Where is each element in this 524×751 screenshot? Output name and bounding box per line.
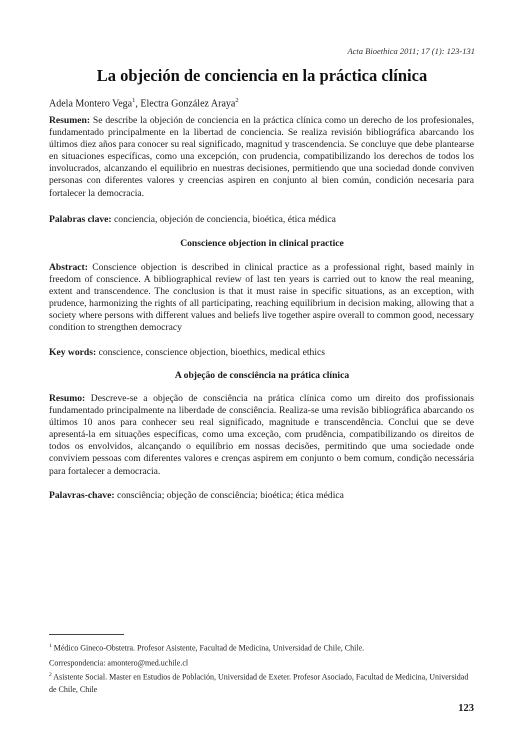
resumo-paragraph xyxy=(49,393,474,478)
palavras-chave-text: consciência; objeção de consciência; bioética; ética médica xyxy=(114,490,344,501)
resumen-label: Resumen: xyxy=(49,115,91,126)
footnote-text: Médico Gineco-Obstetra. Profesor Asistente, Facultad de Medicina, Universidad de Chile, Chile. xyxy=(51,643,365,653)
palabras-clave-label: Palabras clave: xyxy=(49,214,112,225)
resumo-label: Resumo: xyxy=(49,393,86,404)
key-words-text: conscience, conscience objection, bioethics, medical ethics xyxy=(96,347,325,358)
footnote-text: Asistente Social. Master en Estudios de Población, Universidad de Exeter. Profesor Asociado, Facultad de Medicina, Universidad de Chile, Chile xyxy=(49,672,469,694)
resumen-paragraph xyxy=(49,115,474,200)
author-footnote-marker: 2 xyxy=(235,97,239,104)
abstract-label: Abstract: xyxy=(49,262,88,273)
footnote-divider xyxy=(49,634,124,635)
article-title: La objeción de conciencia en la práctica clínica xyxy=(96,66,428,85)
footnote-text: Correspondencia: amontero@med.uchile.cl xyxy=(49,658,189,668)
palabras-clave-text: conciencia, objeción de conciencia, bioética, ética médica xyxy=(111,214,336,225)
footnotes xyxy=(49,640,474,696)
author-name: Electra González Araya xyxy=(140,98,236,110)
authors-separator: , xyxy=(135,98,141,110)
english-title: Conscience objection in clinical practice xyxy=(180,238,344,249)
abstract-text: Conscience objection is described in clinical practice as a professional right, based mainly in freedom of conscience. A bibliographical review of last ten years is carried out to know the real meaning, extent and transcendence. The conclusion is that it must raise in specific situations, as an exception, with prudence, harmonizing the rights of all participating, reaching equilibrium in decision making, allowing that a society where persons with different values and beliefs live together aspire overall to common good, necessary condition to strengthen democracy xyxy=(49,262,475,334)
footnote-marker: 1 xyxy=(49,643,52,649)
author-name: Adela Montero Vega xyxy=(49,98,133,110)
author-footnote-marker: 1 xyxy=(132,97,136,104)
key-words-label: Key words: xyxy=(49,347,97,358)
resumo-text: Descreve-se a objeção de consciência na prática clínica como um direito dos profissionais fundamentado principalmente na liberdade de consciência. Realiza-se uma revisão bibliográfica abarcando os últimos 10 anos para conhecer seu real significado, magnitude e transcendência. Conclui que se deve apresentá-la em situações específicas, como uma exceção, com prudência, compatibilizando os direitos de todos os envolvidos, alcançando o equilíbrio em nossas decisões, permitindo que uma sociedade onde conviviem pessoas com diferentes valores e crenças aspirem em conjunto o bem comum, condição necessária para fortalecer a democracia. xyxy=(49,393,474,477)
footnote-2 xyxy=(49,669,474,696)
abstract-paragraph xyxy=(49,262,474,335)
key-words-line xyxy=(49,347,474,359)
footnote-correspondence xyxy=(49,655,474,670)
palavras-chave-label: Palavras-chave: xyxy=(49,490,115,501)
portuguese-title: A objeção de consciência na prática clínica xyxy=(174,370,350,381)
running-head: Acta Bioethica 2011; 17 (1): 123-131 xyxy=(347,46,475,56)
palabras-clave-line xyxy=(49,214,474,226)
palavras-chave-line xyxy=(49,490,474,502)
footnote-1 xyxy=(49,640,474,655)
authors-line xyxy=(49,97,239,109)
page-number: 123 xyxy=(458,703,474,714)
footnote-marker: 2 xyxy=(49,672,52,679)
resumen-text: Se describe la objeción de conciencia en la práctica clínica como un derecho de los profesionales, fundamentado principalmente en la libertad de conciencia. Se realiza revisión bibliográfica abarcando los últimos diez años para conocer su real significado, magnitud y trascendencia. Se concluye que debe plantearse en situaciones específicas, como una excepción, con prudencia, compatibilizando los derechos de todos los involucrados, alcanzando el equilibrio en nuestras decisiones, permitiendo que una sociedad donde conviven personas con diferentes valores y creencias aspiren en conjunto al bien común, condición necesaria para fortalecer la democracia. xyxy=(49,115,474,199)
